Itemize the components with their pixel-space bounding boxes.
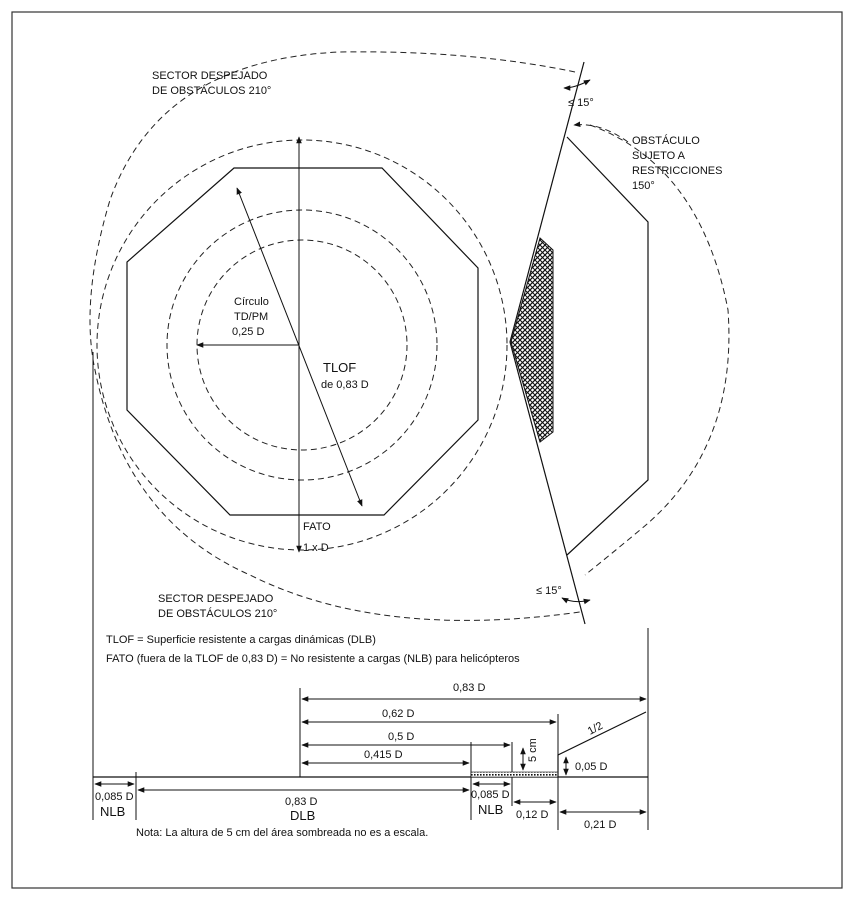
hatched-area <box>511 238 553 442</box>
legend-line-1: TLOF = Superficie resistente a cargas dinámicas (DLB) <box>106 634 376 646</box>
mid-083-label: 0,83 D <box>285 796 318 808</box>
obstacle-line3: RESTRICCIONES <box>632 165 723 177</box>
sector-top-line1: SECTOR DESPEJADO <box>152 70 268 82</box>
legend-line-2: FATO (fuera de la TLOF de 0,83 D) = No resistente a cargas (NLB) para helicópteros <box>106 653 520 665</box>
fato-label-1: FATO <box>303 521 331 533</box>
dim-083-label: 0,83 D <box>453 682 486 694</box>
slope-label: 1/2 <box>585 719 605 738</box>
fato-circle <box>97 140 507 550</box>
sector-bottom-line1: SECTOR DESPEJADO <box>158 593 274 605</box>
five-cm-label: 5 cm <box>527 738 539 762</box>
dim-05-label: 0,5 D <box>388 731 415 743</box>
dim-062-label: 0,62 D <box>382 708 415 720</box>
sector-top-line2: DE OBSTÁCULOS 210° <box>152 85 272 97</box>
right-nlb-label: NLB <box>478 802 504 817</box>
tlof-octagon <box>127 168 478 515</box>
obstacle-line1: OBSTÁCULO <box>632 135 700 147</box>
outer-frame <box>12 12 842 888</box>
obstacle-pointer <box>574 125 628 142</box>
left-nlb-label: NLB <box>100 804 126 819</box>
mid-dlb-label: DLB <box>290 808 316 823</box>
circle-label-3: 0,25 D <box>232 326 265 338</box>
dim-0415-label: 0,415 D <box>364 749 403 761</box>
clear-sector-outline <box>90 52 580 621</box>
d005-label: 0,05 D <box>575 761 608 773</box>
tlof-label-2: de 0,83 D <box>321 379 369 391</box>
left-0085-label: 0,085 D <box>95 791 134 803</box>
d021-label: 0,21 D <box>584 819 617 831</box>
obstacle-line4: 150° <box>632 180 655 192</box>
footnote: Nota: La altura de 5 cm del área sombreada no es a escala. <box>136 827 429 839</box>
obstacle-line2: SUJETO A <box>632 150 685 162</box>
circle-label-1: Círculo <box>234 296 269 308</box>
angle-arrow-bottom <box>562 598 590 602</box>
sector-bottom-line2: DE OBSTÁCULOS 210° <box>158 608 278 620</box>
right-0085-label: 0,085 D <box>471 789 510 801</box>
angle-top-label: ≤ 15° <box>568 97 594 109</box>
tlof-label-1: TLOF <box>323 360 357 375</box>
obstacle-outline <box>567 137 648 555</box>
angle-bottom-label: ≤ 15° <box>536 585 562 597</box>
circle-label-2: TD/PM <box>234 311 269 323</box>
shaded-strip <box>471 772 558 777</box>
d012-label: 0,12 D <box>516 809 549 821</box>
restricted-sector-outline <box>585 125 729 575</box>
fato-label-2: 1 x D <box>303 542 329 554</box>
